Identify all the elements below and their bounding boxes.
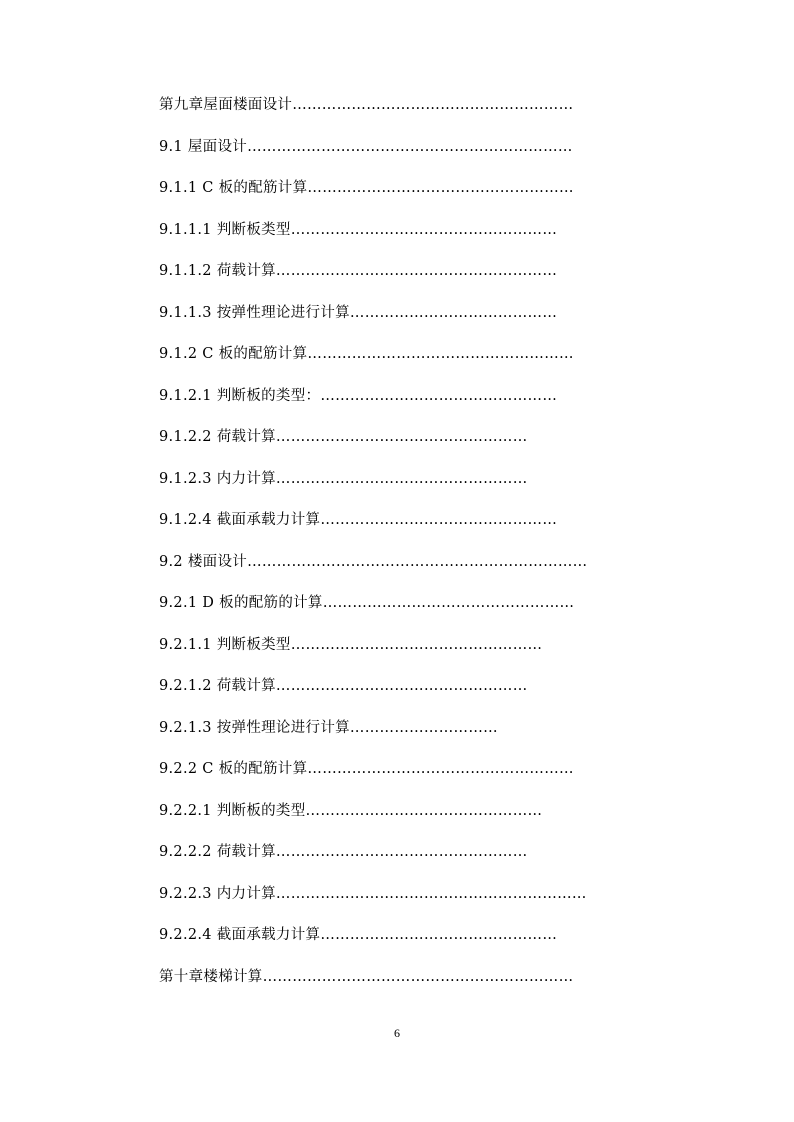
toc-entry-9-2-1[interactable]: 9.2.1 D 板的配筋的计算…………………………………………… xyxy=(159,595,575,611)
toc-entry-9-1-1[interactable]: 9.1.1 C 板的配筋计算……………………………………………… xyxy=(159,180,574,196)
toc-entry-9-2-2[interactable]: 9.2.2 C 板的配筋计算……………………………………………… xyxy=(159,761,574,777)
toc-entry-9-1[interactable]: 9.1 屋面设计………………………………………………………… xyxy=(159,138,573,155)
toc-entry-9-2-2-2[interactable]: 9.2.2.2 荷载计算…………………………………………… xyxy=(159,844,528,860)
toc-entry-9-1-1-2[interactable]: 9.1.1.2 荷载计算………………………………………………… xyxy=(159,263,558,279)
toc-entry-9-2[interactable]: 9.2 楼面设计…………………………………………………………… xyxy=(159,553,588,570)
toc-entry-9-1-1-1[interactable]: 9.1.1.1 判断板类型……………………………………………… xyxy=(159,221,558,238)
toc-entry-9-2-2-1[interactable]: 9.2.2.1 判断板的类型………………………………………… xyxy=(159,802,543,819)
toc-entry-9-1-2-4[interactable]: 9.1.2.4 截面承载力计算………………………………………… xyxy=(159,512,558,528)
toc-entry-9-2-1-3[interactable]: 9.2.1.3 按弹性理论进行计算………………………… xyxy=(159,719,498,736)
toc-entry-chapter-10[interactable]: 第十章楼梯计算……………………………………………………… xyxy=(159,968,574,985)
table-of-contents xyxy=(159,94,587,1007)
page-number: 6 xyxy=(394,1026,400,1040)
toc-entry-9-1-1-3[interactable]: 9.1.1.3 按弹性理论进行计算…………………………………… xyxy=(159,304,558,321)
toc-entry-9-1-2-2[interactable]: 9.1.2.2 荷载计算…………………………………………… xyxy=(159,429,528,445)
toc-entry-9-2-2-3[interactable]: 9.2.2.3 内力计算……………………………………………………… xyxy=(159,885,587,902)
toc-entry-9-1-2-3[interactable]: 9.1.2.3 内力计算…………………………………………… xyxy=(159,470,528,487)
toc-entry-9-2-1-1[interactable]: 9.2.1.1 判断板类型…………………………………………… xyxy=(159,636,543,653)
toc-entry-chapter-9[interactable]: 第九章屋面楼面设计………………………………………………… xyxy=(159,97,574,113)
toc-entry-9-2-1-2[interactable]: 9.2.1.2 荷载计算…………………………………………… xyxy=(159,678,528,694)
toc-entry-9-1-2[interactable]: 9.1.2 C 板的配筋计算……………………………………………… xyxy=(159,346,574,362)
toc-entry-9-1-2-1[interactable]: 9.1.2.1 判断板的类型：………………………………………… xyxy=(159,387,558,404)
toc-entry-9-2-2-4[interactable]: 9.2.2.4 截面承载力计算………………………………………… xyxy=(159,927,558,943)
